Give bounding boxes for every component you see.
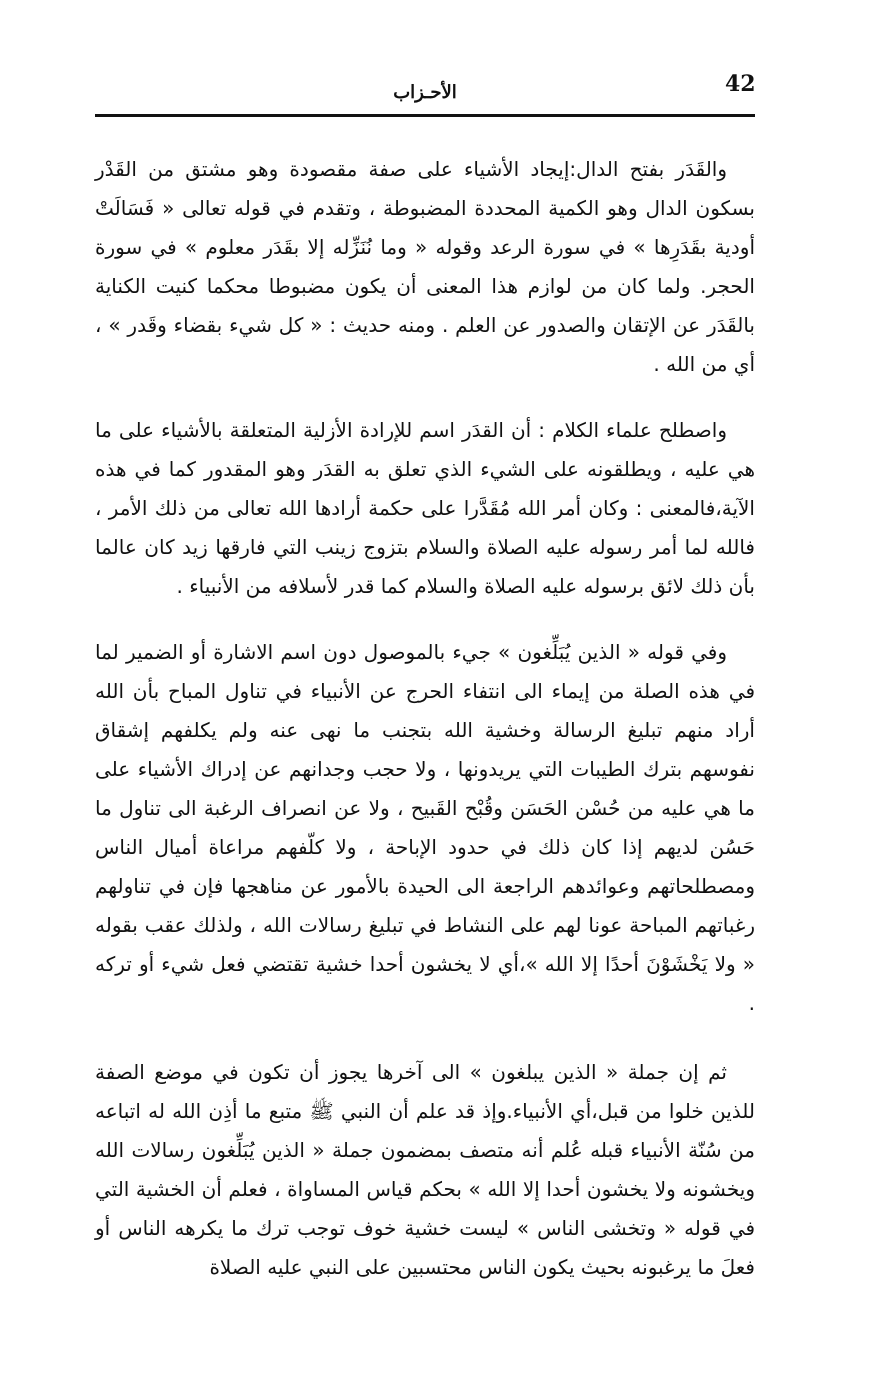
- header-divider: [95, 114, 755, 117]
- paragraph-kalam-terminology: واصطلح علماء الكلام : أن القدَر اسم للإرادة الأزلية المتعلقة بالأشياء على ما هي عليه ، ويطلقونه على الشيء الذي تعلق به القدَر وهو المقدور كما في هذه الآية،فالمعنى : وكان أمر الله مُقَدَّرا على حكمة أرادها الله تعالى من ذلك الأمر ، فالله لما أمر رسوله عليه الصلاة والسلام بتزوج زينب التي فارقها زيد كان عالما بأن ذلك لائق برسوله عليه الصلاة والسلام كما قدر لأسلافه من الأنبياء .: [95, 418, 755, 598]
- page-number: 42: [725, 71, 756, 97]
- paragraph-alladhina-yuballighun: وفي قوله « الذين يُبَلِّغون » جيء بالموصول دون اسم الاشارة أو الضمير لما في هذه الصلة من إيماء الى انتفاء الحرج عن الأنبياء في تناول المباح بأن الله أراد منهم تبليغ الرسالة وخشية الله بتجنب ما نهى عنه ولم يكلفهم إشقاق نفوسهم بترك الطيبات التي يريدونها ، ولا حجب وجدانهم عن إدراك الأشياء على ما هي عليه من حُسْن الحَسَن وقُبْح القَبيح ، ولا عن انصراف الرغبة الى تناول ما حَسُن لديهم إذا كان ذلك في حدود الإباحة ، ولا كلّفهم مراعاة أميال الناس ومصطلحاتهم وعوائدهم الراجعة الى الحيدة بالأمور عن مناهجها فإن في تناولهم رغباتهم المباحة عونا لهم على النشاط في تبليغ رسالات الله ، ولذلك عقب بقوله « ولا يَخْشَوْنَ أحدًا إلا الله »،أي لا يخشون أحدا خشية تقتضي فعل شيء أو تركه .: [95, 640, 755, 1015]
- running-title: الأحـزاب: [393, 82, 457, 103]
- paragraph-qadar-definition: والقَدَر بفتح الدال:إيجاد الأشياء على صفة مقصودة وهو مشتق من القَدْر بسكون الدال وهو الكمية المحددة المضبوطة ، وتقدم في قوله تعالى « فَسَالَتْ أودية بقَدَرِها » في سورة الرعد وقوله « وما نُنَزِّله إلا بقَدَر معلوم » في سورة الحجر. ولما كان من لوازم هذا المعنى أن يكون مضبوطا محكما كنيت الكناية بالقَدَر عن الإتقان والصدور عن العلم . ومنه حديث : « كل شيء بقضاء وقَدر » ، أي من الله .: [95, 157, 755, 376]
- paragraph-sentence-analysis: ثم إن جملة « الذين يبلغون » الى آخرها يجوز أن تكون في موضع الصفة للذين خلوا من قبل،أي الأنبياء.وإذ قد علم أن النبي ﷺ متبع ما أذِن الله له اتباعه من سُنّة الأنبياء قبله عُلم أنه متصف بمضمون جملة « الذين يُبَلِّغون رسالات الله ويخشونه ولا يخشون أحدا إلا الله » بحكم قياس المساواة ، فعلم أن الخشية التي في قوله « وتخشى الناس » ليست خشية خوف توجب ترك ما يكرهه الناس أو فعلَ ما يرغبونه بحيث يكون الناس محتسبين على النبي عليه الصلاة: [95, 1060, 755, 1279]
- page-header: [95, 66, 755, 110]
- body-text: [95, 150, 755, 1287]
